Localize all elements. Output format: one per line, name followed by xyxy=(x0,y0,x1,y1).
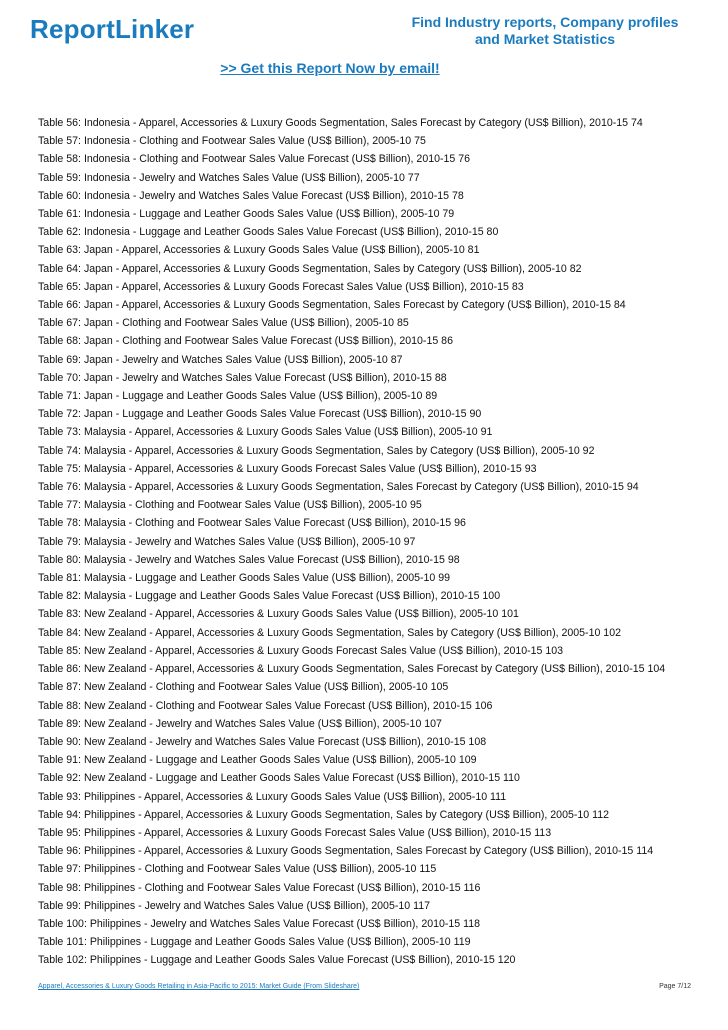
footer-source-link[interactable]: Apparel, Accessories & Luxury Goods Retailing in Asia-Pacific to 2015: Market Guide (From Slideshare) xyxy=(38,983,360,990)
toc-entry: Table 89: New Zealand - Jewelry and Watches Sales Value (US$ Billion), 2005-10 107 xyxy=(38,717,442,730)
toc-entry: Table 91: New Zealand - Luggage and Leather Goods Sales Value (US$ Billion), 2005-10 109 xyxy=(38,754,477,767)
toc-entry: Table 81: Malaysia - Luggage and Leather Goods Sales Value (US$ Billion), 2005-10 99 xyxy=(38,572,451,585)
toc-entry: Table 93: Philippines - Apparel, Accessories & Luxury Goods Sales Value (US$ Billion), 2005-10 111 xyxy=(38,790,507,803)
reportlinker-logo[interactable]: ReportLinker xyxy=(30,14,195,44)
page-number: Page 7/12 xyxy=(659,983,691,990)
toc-entry: Table 76: Malaysia - Apparel, Accessories & Luxury Goods Segmentation, Sales Forecast by Category (US$ Billion), 2010-15 94 xyxy=(38,481,639,494)
toc-entry: Table 85: New Zealand - Apparel, Accessories & Luxury Goods Forecast Sales Value (US$ Billion), 2010-15 103 xyxy=(38,644,564,657)
toc-entry: Table 77: Malaysia - Clothing and Footwear Sales Value (US$ Billion), 2005-10 95 xyxy=(38,499,422,512)
toc-entry: Table 64: Japan - Apparel, Accessories & Luxury Goods Segmentation, Sales by Category (US$ Billion), 2005-10 82 xyxy=(38,262,582,275)
toc-entry: Table 61: Indonesia - Luggage and Leather Goods Sales Value (US$ Billion), 2005-10 79 xyxy=(38,208,455,221)
toc-entry: Table 60: Indonesia - Jewelry and Watches Sales Value Forecast (US$ Billion), 2010-15 78 xyxy=(38,189,464,202)
toc-entry: Table 95: Philippines - Apparel, Accessories & Luxury Goods Forecast Sales Value (US$ Billion), 2010-15 113 xyxy=(38,826,552,839)
toc-entry: Table 68: Japan - Clothing and Footwear Sales Value Forecast (US$ Billion), 2010-15 86 xyxy=(38,335,453,348)
toc-entry: Table 86: New Zealand - Apparel, Accessories & Luxury Goods Segmentation, Sales Forecast by Category (US$ Billion), 2010-15 104 xyxy=(38,663,666,676)
toc-entry: Table 101: Philippines - Luggage and Leather Goods Sales Value (US$ Billion), 2005-10 119 xyxy=(38,936,471,949)
toc-entry: Table 72: Japan - Luggage and Leather Goods Sales Value Forecast (US$ Billion), 2010-15 90 xyxy=(38,408,482,421)
toc-entry: Table 57: Indonesia - Clothing and Footwear Sales Value (US$ Billion), 2005-10 75 xyxy=(38,135,426,148)
toc-entry: Table 59: Indonesia - Jewelry and Watches Sales Value (US$ Billion), 2005-10 77 xyxy=(38,171,420,184)
toc-entry: Table 67: Japan - Clothing and Footwear Sales Value (US$ Billion), 2005-10 85 xyxy=(38,317,409,330)
toc-entry: Table 74: Malaysia - Apparel, Accessories & Luxury Goods Segmentation, Sales by Category (US$ Billion), 2005-10 92 xyxy=(38,444,595,457)
toc-entry: Table 82: Malaysia - Luggage and Leather Goods Sales Value Forecast (US$ Billion), 2010-15 100 xyxy=(38,590,501,603)
toc-entry: Table 71: Japan - Luggage and Leather Goods Sales Value (US$ Billion), 2005-10 89 xyxy=(38,390,438,403)
toc-entry: Table 80: Malaysia - Jewelry and Watches Sales Value Forecast (US$ Billion), 2010-15 98 xyxy=(38,553,460,566)
toc-entry: Table 100: Philippines - Jewelry and Watches Sales Value Forecast (US$ Billion), 2010-15 118 xyxy=(38,917,481,930)
tagline-line-2: and Market Statistics xyxy=(474,31,616,47)
toc-entry: Table 70: Japan - Jewelry and Watches Sales Value Forecast (US$ Billion), 2010-15 88 xyxy=(38,371,447,384)
toc-entry: Table 83: New Zealand - Apparel, Accessories & Luxury Goods Sales Value (US$ Billion), 2005-10 101 xyxy=(38,608,519,621)
header-tagline xyxy=(395,14,695,48)
toc-entry: Table 97: Philippines - Clothing and Footwear Sales Value (US$ Billion), 2005-10 115 xyxy=(38,863,437,876)
toc-entry: Table 102: Philippines - Luggage and Leather Goods Sales Value Forecast (US$ Billion), 2010-15 120 xyxy=(38,954,516,967)
tagline-line-1: Find Industry reports, Company profiles xyxy=(411,14,679,30)
toc-entry: Table 96: Philippines - Apparel, Accessories & Luxury Goods Segmentation, Sales Forecast by Category (US$ Billion), 2010-15 114 xyxy=(38,845,654,858)
toc-entry: Table 88: New Zealand - Clothing and Footwear Sales Value Forecast (US$ Billion), 2010-15 106 xyxy=(38,699,493,712)
toc-entry: Table 78: Malaysia - Clothing and Footwear Sales Value Forecast (US$ Billion), 2010-15 96 xyxy=(38,517,466,530)
toc-entry: Table 73: Malaysia - Apparel, Accessories & Luxury Goods Sales Value (US$ Billion), 2005-10 91 xyxy=(38,426,493,439)
toc-entry: Table 98: Philippines - Clothing and Footwear Sales Value Forecast (US$ Billion), 2010-15 116 xyxy=(38,881,481,894)
toc-entry: Table 87: New Zealand - Clothing and Footwear Sales Value (US$ Billion), 2005-10 105 xyxy=(38,681,449,694)
table-of-contents xyxy=(38,114,688,970)
toc-entry: Table 56: Indonesia - Apparel, Accessories & Luxury Goods Segmentation, Sales Forecast by Category (US$ Billion), 2010-15 74 xyxy=(38,117,643,129)
toc-entry: Table 92: New Zealand - Luggage and Leather Goods Sales Value Forecast (US$ Billion), 2010-15 110 xyxy=(38,772,520,785)
toc-entry: Table 94: Philippines - Apparel, Accessories & Luxury Goods Segmentation, Sales by Category (US$ Billion), 2005-10 112 xyxy=(38,808,610,821)
get-report-cta xyxy=(0,60,660,76)
toc-entry: Table 63: Japan - Apparel, Accessories & Luxury Goods Sales Value (US$ Billion), 2005-10 81 xyxy=(38,244,480,257)
toc-entry: Table 58: Indonesia - Clothing and Footwear Sales Value Forecast (US$ Billion), 2010-15 76 xyxy=(38,153,471,166)
get-report-link[interactable]: >> Get this Report Now by email! xyxy=(220,60,440,76)
toc-entry: Table 75: Malaysia - Apparel, Accessories & Luxury Goods Forecast Sales Value (US$ Billion), 2010-15 93 xyxy=(38,462,537,475)
toc-entry: Table 79: Malaysia - Jewelry and Watches Sales Value (US$ Billion), 2005-10 97 xyxy=(38,535,416,548)
toc-entry: Table 69: Japan - Jewelry and Watches Sales Value (US$ Billion), 2005-10 87 xyxy=(38,353,403,366)
toc-entry: Table 84: New Zealand - Apparel, Accessories & Luxury Goods Segmentation, Sales by Category (US$ Billion), 2005-10 102 xyxy=(38,626,621,639)
toc-entry: Table 90: New Zealand - Jewelry and Watches Sales Value Forecast (US$ Billion), 2010-15 108 xyxy=(38,735,487,748)
toc-entry: Table 99: Philippines - Jewelry and Watches Sales Value (US$ Billion), 2005-10 117 xyxy=(38,899,430,912)
toc-entry: Table 66: Japan - Apparel, Accessories & Luxury Goods Segmentation, Sales Forecast by Category (US$ Billion), 2010-15 84 xyxy=(38,299,626,312)
toc-entry: Table 65: Japan - Apparel, Accessories & Luxury Goods Forecast Sales Value (US$ Billion), 2010-15 83 xyxy=(38,280,524,293)
toc-entry: Table 62: Indonesia - Luggage and Leather Goods Sales Value Forecast (US$ Billion), 2010-15 80 xyxy=(38,226,499,239)
